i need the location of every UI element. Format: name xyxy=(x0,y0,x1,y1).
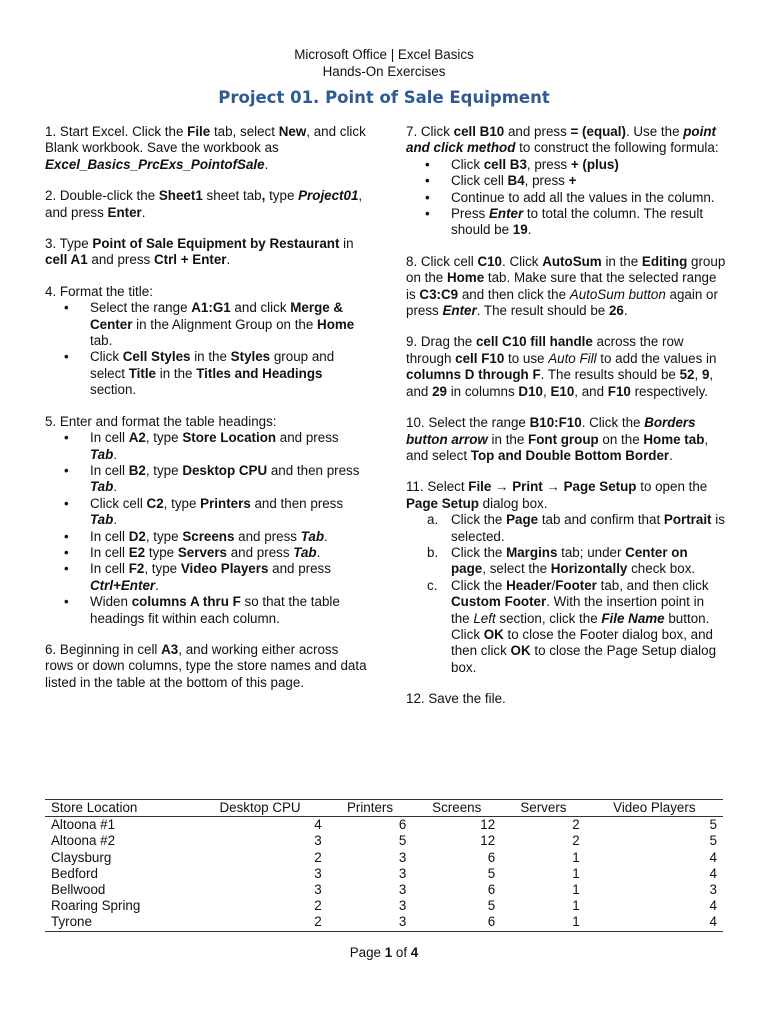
table-cell: 3 xyxy=(398,882,407,898)
table-cell: 3 xyxy=(709,882,717,898)
table-cell: 2 xyxy=(572,817,580,833)
table-cell: Altoona #2 xyxy=(51,833,116,849)
step-11-list xyxy=(406,512,726,676)
table-cell: 3 xyxy=(314,833,322,849)
table-cell: 1 xyxy=(572,914,580,930)
list-item: • In cell F2, type Video Players and press Ctrl+Enter. xyxy=(90,561,367,594)
table-cell: 2 xyxy=(314,914,322,930)
column-header: Store Location xyxy=(51,800,138,815)
table-cell: 5 xyxy=(398,833,407,849)
list-item: a. Click the Page tab and confirm that Portrait is selected. xyxy=(427,512,725,544)
table-cell: 1 xyxy=(572,849,580,865)
step-11: 11. Select File → Print → Page Setup to open the Page Setup dialog box. a. Click the Page tab and confirm that Portrait is selected. b. Click the Margins tab; under Center on page, select the Horizontally check box. c. Click the Header/Footer tab, and then click Custom Footer. With the insertion point in the Left section, click the File Name button. Click OK to close the Footer dialog box, and then click OK to close the Page Setup dialog box. xyxy=(406,479,725,675)
list-item: • In cell D2, type Screens and press Tab. xyxy=(90,529,367,545)
table-cell: Tyrone xyxy=(51,914,92,930)
list-item: • In cell A2, type Store Location and press Tab. xyxy=(90,430,367,463)
table-cell: 6 xyxy=(487,849,496,865)
list-item: c. Click the Header/Footer tab, and then click Custom Footer. With the insertion point in the Left section, click the File Name button. Click OK to close the Footer dialog box, and then click OK to close the Page Setup dialog box. xyxy=(427,577,717,675)
table-row xyxy=(45,833,723,849)
list-item: • Click cell B4, press + xyxy=(451,173,726,189)
list-item: • Select the range A1:G1 and click Merge & Center in the Alignment Group on the Home tab. xyxy=(90,300,367,349)
table-cell: 5 xyxy=(487,865,496,881)
table-cell: 5 xyxy=(709,833,717,849)
document-header xyxy=(0,46,768,80)
list-item: • Click cell C2, type Printers and then press Tab. xyxy=(90,496,367,529)
table-cell: 3 xyxy=(398,865,407,881)
column-header: Video Players xyxy=(613,800,696,815)
step-8: 8. Click cell C10. Click AutoSum in the Editing group on the Home tab. Make sure that the selected range is C3:C9 and then click the AutoSum button again or press Enter. The result should be 26. xyxy=(406,253,726,319)
data-table xyxy=(45,799,723,932)
table-cell: 4 xyxy=(709,865,717,881)
table-cell: 3 xyxy=(398,849,407,865)
step-10: 10. Select the range B10:F10. Click the Borders button arrow in the Font group on the Home tab, and select Top and Double Bottom Border. xyxy=(406,415,709,463)
column-header: Desktop CPU xyxy=(219,800,301,815)
page-number: Page 1 of 4 xyxy=(349,945,419,960)
step-2: 2. Double-click the Sheet1 sheet tab, type Project01, and press Enter. xyxy=(45,188,363,220)
table-cell: 6 xyxy=(398,817,407,833)
list-item: • Click cell B3, press + (plus) xyxy=(451,157,726,173)
table-cell: 2 xyxy=(572,833,580,849)
step-4-list xyxy=(45,300,367,398)
table-row xyxy=(45,898,723,914)
table-cell: 3 xyxy=(314,865,322,881)
table-row xyxy=(45,866,723,882)
table-cell: Bellwood xyxy=(51,882,106,898)
table-cell: 6 xyxy=(487,882,496,898)
table-cell: 5 xyxy=(709,817,717,833)
header-line-1: Microsoft Office | Excel Basics xyxy=(294,47,474,62)
list-item: • Click Cell Styles in the Styles group and select Title in the Titles and Headings section. xyxy=(90,349,367,398)
step-3: 3. Type Point of Sale Equipment by Restaurant in cell A1 and press Ctrl + Enter. xyxy=(45,236,354,268)
table-cell: 1 xyxy=(572,865,580,881)
step-9: 9. Drag the cell C10 fill handle across the row through cell F10 to use Auto Fill to add the values in columns D through F. The results should be 52, 9, and 29 in columns D10, E10, and F10 respectively. xyxy=(406,334,717,399)
table-cell: 2 xyxy=(314,849,322,865)
list-item: • Widen columns A thru F so that the table headings fit within each column. xyxy=(90,594,367,627)
table-header-row xyxy=(45,800,723,817)
table-cell: 12 xyxy=(480,817,496,833)
table-cell: Altoona #1 xyxy=(51,817,116,833)
table-row xyxy=(45,817,723,834)
column-header: Screens xyxy=(432,800,482,815)
table-cell: 4 xyxy=(709,849,717,865)
step-4: 4. Format the title: • Select the range A1:G1 and click Merge & Center in the Alignment Group on the Home tab. • Click Cell Styles in the Styles group and select Title in the Titles and Headings section. xyxy=(45,284,367,399)
table-cell: 4 xyxy=(314,817,322,833)
list-item: b. Click the Margins tab; under Center on page, select the Horizontally check box. xyxy=(427,544,696,577)
list-item: • In cell E2 type Servers and press Tab. xyxy=(90,545,367,561)
list-item: • Press Enter to total the column. The result should be 19. xyxy=(451,206,726,239)
table-cell: 5 xyxy=(487,898,496,914)
table-cell: 3 xyxy=(398,914,407,930)
table-cell: Bedford xyxy=(51,865,98,881)
table-cell: 2 xyxy=(314,898,322,914)
left-column xyxy=(45,124,367,706)
table-cell: 3 xyxy=(314,882,322,898)
table-row xyxy=(45,882,723,898)
table-cell: 12 xyxy=(480,833,496,849)
list-item: • In cell B2, type Desktop CPU and then press Tab. xyxy=(90,463,367,496)
step-1: 1. Start Excel. Click the File tab, select New, and click Blank workbook. Save the workbook as Excel_Basics_PrcExs_PointofSale. xyxy=(45,124,366,172)
step-7-list xyxy=(406,157,726,239)
table-row xyxy=(45,850,723,866)
table-cell: 4 xyxy=(709,914,717,930)
table-cell: 1 xyxy=(572,882,580,898)
table-cell: 6 xyxy=(487,914,496,930)
header-line-2: Hands-On Exercises xyxy=(322,64,446,79)
step-7: 7. Click cell B10 and press = (equal). Use the point and click method to construct the following formula: • Click cell B3, press + (plus) • Click cell B4, press + • Continue to add all the values in the column. • Press Enter to total the column. The result should be 19. xyxy=(406,124,726,239)
table-cell: Roaring Spring xyxy=(51,898,141,914)
list-item: • Continue to add all the values in the column. xyxy=(451,190,726,206)
step-5: 5. Enter and format the table headings: • In cell A2, type Store Location and press Tab. • In cell B2, type Desktop CPU and then press Tab. • Click cell C2, type Printers and then press Tab. • In cell D2, type Screens and press Tab. • In cell E2 type Servers and press Tab. • In cell F2, type Video Players and press Ctrl+Enter. • Widen columns A thru F so that the table headings fit within each column. xyxy=(45,414,367,627)
step-5-list xyxy=(45,430,367,627)
table-cell: 3 xyxy=(398,898,407,914)
table-row xyxy=(45,914,723,931)
step-12: 12. Save the file. xyxy=(406,691,506,707)
step-6: 6. Beginning in cell A3, and working either across rows or down columns, type the store names and data listed in the table at the bottom of this page. xyxy=(45,641,367,690)
column-header: Servers xyxy=(520,800,567,815)
page-title: Project 01. Point of Sale Equipment xyxy=(218,88,550,107)
column-header: Printers xyxy=(346,800,394,815)
right-column xyxy=(406,124,726,723)
table-cell: Claysburg xyxy=(51,849,112,865)
table-cell: 4 xyxy=(709,898,717,914)
table-cell: 1 xyxy=(572,898,580,914)
